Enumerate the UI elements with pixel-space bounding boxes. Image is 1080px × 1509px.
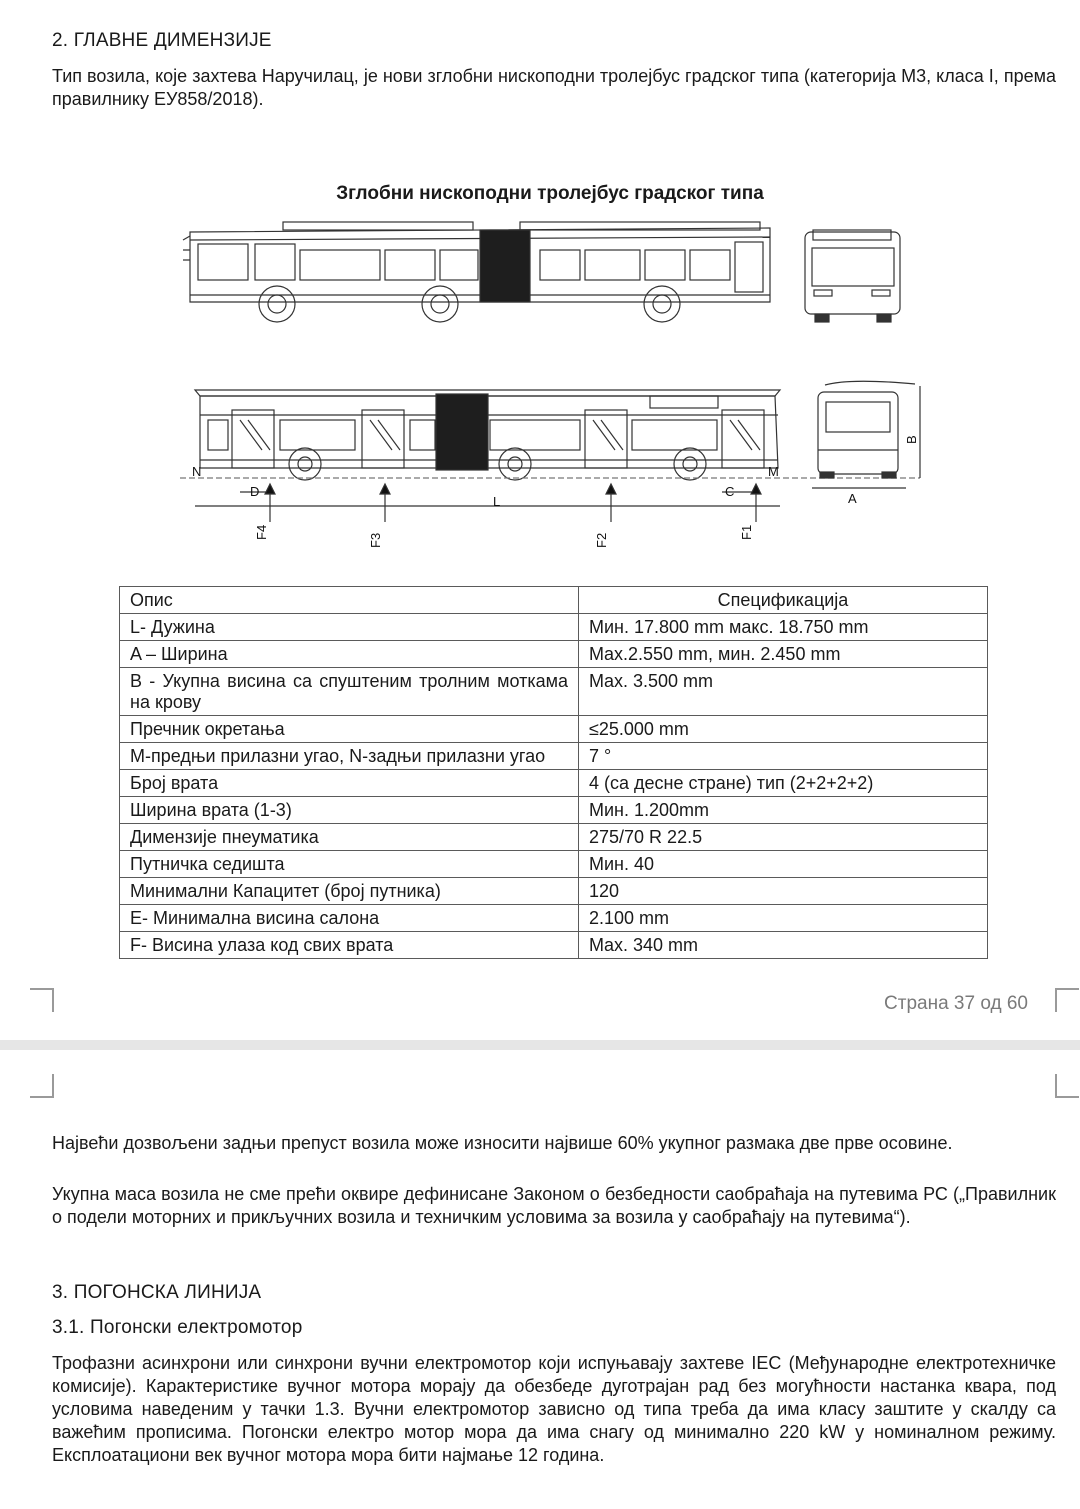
table-cell-description: Димензије пнеуматика xyxy=(120,824,579,851)
table-row xyxy=(120,641,988,668)
dim-label-b: B xyxy=(904,435,919,444)
table-cell-description: B - Укупна висина са спуштеним тролним моткама на крову xyxy=(120,668,579,716)
force-label-f3: F3 xyxy=(368,532,383,548)
force-label-f2: F2 xyxy=(594,532,609,548)
articulation-bellows-lower xyxy=(436,394,488,470)
table-row xyxy=(120,932,988,959)
section-3-heading: 3. ПОГОНСКА ЛИНИЈА xyxy=(52,1282,262,1303)
total-mass-paragraph: Укупна маса возила не сме прећи оквире дефинисане Законом о безбедности саобраћаја на путевима РС („Правилник о подели моторних и прикључних возила и техничким условима за возила у саобраћају на путевима“). xyxy=(52,1184,1056,1227)
dimensions-table xyxy=(119,586,988,959)
table-cell-specification: 275/70 R 22.5 xyxy=(579,824,988,851)
table-row xyxy=(120,878,988,905)
table-cell-specification: 7 ° xyxy=(579,743,988,770)
page-corner-mark xyxy=(1055,988,1079,1012)
table-row xyxy=(120,716,988,743)
wheel-icon xyxy=(644,286,680,322)
table-cell-description: M-предњи прилазни угао, N-задњи прилазни угао xyxy=(120,743,579,770)
table-cell-specification: Спецификација xyxy=(579,587,988,614)
section-2-heading: 2. ГЛАВНЕ ДИМЕНЗИЈЕ xyxy=(52,30,272,51)
dim-label-c: C xyxy=(725,484,735,499)
table-row xyxy=(120,905,988,932)
section-3-1-heading: 3.1. Погонски електромотор xyxy=(52,1317,303,1338)
table-cell-specification: Max. 3.500 mm xyxy=(579,668,988,716)
wheel-icon xyxy=(422,286,458,322)
force-arrow-f3 xyxy=(380,484,390,522)
table-row xyxy=(120,824,988,851)
force-label-f4: F4 xyxy=(254,524,269,540)
table-cell-description: Ширина врата (1-3) xyxy=(120,797,579,824)
wheel-icon xyxy=(674,448,706,480)
table-cell-specification: 120 xyxy=(579,878,988,905)
table-cell-description: Минимални Капацитет (број путника) xyxy=(120,878,579,905)
table-row xyxy=(120,668,988,716)
table-cell-specification: Мин. 40 xyxy=(579,851,988,878)
force-arrow-f2 xyxy=(606,484,616,522)
table-cell-description: Опис xyxy=(120,587,579,614)
table-cell-description: A – Ширина xyxy=(120,641,579,668)
force-arrow-f4 xyxy=(265,484,275,522)
table-row xyxy=(120,743,988,770)
force-arrow-f1 xyxy=(751,484,761,522)
table-cell-description: Путничка седишта xyxy=(120,851,579,878)
table-cell-specification: Max. 340 mm xyxy=(579,932,988,959)
table-cell-description: E- Минимална висина салона xyxy=(120,905,579,932)
table-cell-specification: Мин. 1.200mm xyxy=(579,797,988,824)
dim-label-a: A xyxy=(848,491,857,506)
section-2-intro: Тип возила, које захтева Наручилац, је нови зглобни нископодни тролејбус градског типа (категорија М3, класа I, према правилнику ЕУ858/2018). xyxy=(52,66,1056,109)
front-view-top xyxy=(805,230,900,322)
trolleybus-drawing xyxy=(0,210,1080,560)
table-row xyxy=(120,614,988,641)
page-corner-mark xyxy=(30,1074,54,1098)
articulation-bellows xyxy=(480,230,530,302)
wheel-icon xyxy=(259,286,295,322)
rear-overhang-paragraph: Највећи дозвољени задњи препуст возила може износити највише 60% укупног размака две прве осовине. xyxy=(52,1133,953,1153)
table-cell-description: Број врата xyxy=(120,770,579,797)
wheel-icon xyxy=(289,448,321,480)
side-view-left xyxy=(183,222,770,322)
motor-paragraph: Трофазни асинхрони или синхрони вучни електромотор који испуњавају захтеве IEC (Међународне електротехничке комисије). Карактеристике вучног мотора морају да обезбеде дуготрајан рад без могућности настанка квара, под условима наведеним у тачки 1.3. Вучни електромотор зависно од типа треба да има класу заштите у скалду са важећим прописима. Погонски електро мотор мора да има снагу од минимално 220 kW у номиналном режиму. Експлоатациони век вучног мотора мора бити најмање 12 година. xyxy=(52,1353,1056,1465)
table-cell-description: L- Дужина xyxy=(120,614,579,641)
wheel-icon xyxy=(499,448,531,480)
rear-view-lower xyxy=(812,381,920,488)
table-cell-specification: 4 (са десне стране) тип (2+2+2+2) xyxy=(579,770,988,797)
dim-label-l: L xyxy=(493,494,501,509)
page-corner-mark xyxy=(1055,1074,1079,1098)
table-cell-specification: ≤25.000 mm xyxy=(579,716,988,743)
angle-label-n: N xyxy=(192,464,202,479)
page-38 xyxy=(0,1050,1080,1509)
table-cell-specification: Max.2.550 mm, мин. 2.450 mm xyxy=(579,641,988,668)
dim-label-d: D xyxy=(250,484,260,499)
page-separator xyxy=(0,1040,1080,1050)
table-header-row xyxy=(120,587,988,614)
table-row xyxy=(120,851,988,878)
table-row xyxy=(120,797,988,824)
page-corner-mark xyxy=(30,988,54,1012)
table-cell-specification: Мин. 17.800 mm макс. 18.750 mm xyxy=(579,614,988,641)
table-cell-description: F- Висина улаза код свих врата xyxy=(120,932,579,959)
table-row xyxy=(120,770,988,797)
page-number-footer: Страна 37 од 60 xyxy=(884,993,1028,1014)
force-label-f1: F1 xyxy=(739,524,754,540)
figure-title: Зглобни нископодни тролејбус градског типа xyxy=(336,183,764,204)
angle-label-m: M xyxy=(768,464,779,479)
table-cell-description: Пречник окретања xyxy=(120,716,579,743)
table-cell-specification: 2.100 mm xyxy=(579,905,988,932)
